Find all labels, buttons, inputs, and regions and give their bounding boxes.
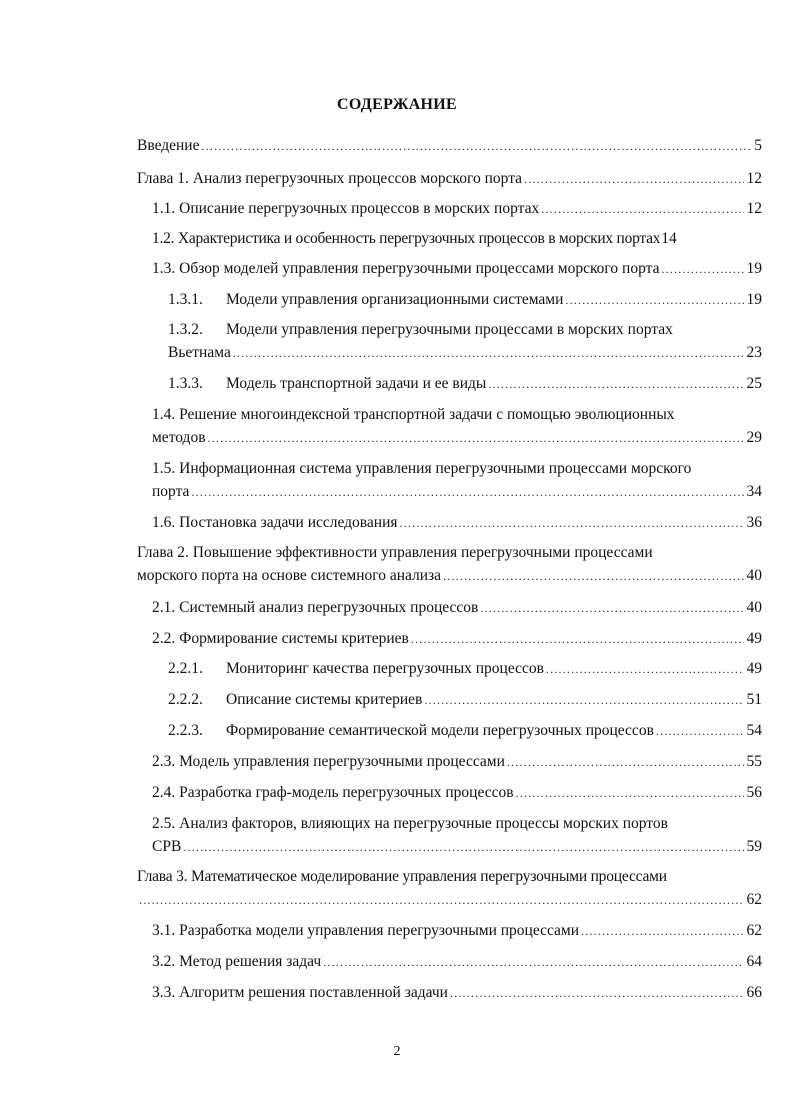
toc-entry-number: 2.2.2. bbox=[168, 691, 203, 708]
toc-entry-text: Модели управления организационными системами bbox=[226, 291, 564, 308]
toc-entry-text: 2.5. Анализ факторов, влияющих на перегрузочные процессы морских портов bbox=[152, 815, 668, 832]
toc-entry-page: 51 bbox=[746, 691, 762, 708]
toc-leader-dots bbox=[661, 260, 743, 278]
toc-entry-1-3-3[interactable] bbox=[168, 375, 762, 393]
toc-entry-text: Формирование семантической модели перегрузочных процессов bbox=[226, 722, 654, 739]
toc-entry-page: 19 bbox=[746, 260, 762, 277]
toc-entry-2-1[interactable] bbox=[152, 599, 762, 617]
toc-entry-page: 34 bbox=[746, 483, 762, 500]
toc-entry-text: 2.2. Формирование системы критериев bbox=[152, 630, 409, 647]
toc-entry-3-2[interactable] bbox=[152, 953, 762, 971]
toc-entry-text: Модели управления перегрузочными процессами в морских портах bbox=[226, 321, 673, 338]
toc-leader-dots bbox=[191, 483, 743, 501]
toc-entry-page: 40 bbox=[746, 599, 762, 616]
toc-entry-number: 1.3.2. bbox=[168, 321, 203, 338]
toc-leader-dots bbox=[541, 200, 743, 218]
toc-entry-1-4-line1[interactable] bbox=[152, 406, 675, 424]
toc-leader-dots bbox=[411, 630, 744, 648]
toc-leader-dots bbox=[424, 691, 743, 709]
toc-entry-text: 2.3. Модель управления перегрузочными процессами bbox=[152, 753, 505, 770]
toc-entry-2-2-2[interactable] bbox=[168, 691, 762, 709]
toc-entry-text: 3.1. Разработка модели управления перегрузочными процессами bbox=[152, 922, 580, 939]
toc-entry-page: 55 bbox=[746, 753, 762, 770]
toc-leader-dots bbox=[480, 599, 743, 617]
toc-entry-1-6[interactable] bbox=[152, 514, 762, 532]
toc-entry-page: 25 bbox=[746, 375, 762, 392]
toc-entry-page: 64 bbox=[746, 953, 762, 970]
toc-leader-dots bbox=[400, 514, 744, 532]
toc-leader-dots bbox=[443, 567, 743, 585]
toc-entry-page: 12 bbox=[746, 200, 762, 217]
toc-entry-text: Мониторинг качества перегрузочных процессов bbox=[226, 660, 544, 677]
toc-entry-number: 1.3.3. bbox=[168, 375, 203, 392]
toc-entry-text: Глава 2. Повышение эффективности управления перегрузочными процессами bbox=[137, 544, 653, 561]
toc-entry-1-3-2-line1[interactable] bbox=[168, 321, 673, 339]
toc-entry-introduction[interactable] bbox=[137, 137, 762, 155]
toc-entry-text: Глава 3. Математическое моделирование управления перегрузочными процессами bbox=[137, 868, 667, 885]
toc-leader-dots bbox=[656, 722, 744, 740]
toc-entry-chapter-3-line1[interactable] bbox=[137, 868, 667, 886]
toc-entry-chapter-2-line2[interactable] bbox=[137, 567, 762, 585]
toc-entry-page: 23 bbox=[746, 344, 762, 361]
toc-leader-dots bbox=[507, 753, 744, 771]
toc-leader-dots bbox=[139, 891, 744, 909]
toc-leader-dots bbox=[565, 291, 743, 309]
toc-entry-page: 40 bbox=[746, 567, 762, 584]
toc-entry-page: 19 bbox=[746, 291, 762, 308]
toc-leader-dots bbox=[233, 344, 744, 362]
toc-entry-chapter-1[interactable] bbox=[137, 170, 762, 188]
toc-entry-text: 1.5. Информационная система управления перегрузочными процессами морского bbox=[152, 460, 692, 477]
toc-entry-3-3[interactable] bbox=[152, 984, 762, 1002]
toc-entry-text: 2.4. Разработка граф-модель перегрузочных процессов bbox=[152, 784, 514, 801]
toc-leader-dots bbox=[524, 170, 743, 188]
toc-entry-number: 2.2.3. bbox=[168, 722, 203, 739]
toc-entry-text: 3.3. Алгоритм решения поставленной задачи bbox=[152, 984, 448, 1001]
toc-entry-text: Введение bbox=[137, 137, 200, 154]
toc-leader-dots bbox=[450, 984, 744, 1002]
toc-entry-2-4[interactable] bbox=[152, 784, 762, 802]
toc-leader-dots bbox=[488, 375, 743, 393]
toc-entry-page: 12 bbox=[746, 170, 762, 187]
toc-entry-2-2-1[interactable] bbox=[168, 660, 762, 678]
page-number: 2 bbox=[393, 1044, 401, 1059]
toc-entry-number: 2.2.1. bbox=[168, 660, 203, 677]
toc-entry-1-3-1[interactable] bbox=[168, 291, 762, 309]
toc-entry-page: 5 bbox=[754, 137, 762, 154]
toc-entry-page: 49 bbox=[746, 660, 762, 677]
toc-leader-dots bbox=[183, 838, 743, 856]
toc-entry-page: 59 bbox=[746, 838, 762, 855]
toc-entry-text: Глава 1. Анализ перегрузочных процессов морского порта bbox=[137, 170, 523, 187]
toc-entry-chapter-3-line2[interactable] bbox=[137, 891, 762, 909]
toc-leader-dots bbox=[208, 429, 744, 447]
toc-entry-page: 49 bbox=[746, 630, 762, 647]
toc-leader-dots bbox=[201, 137, 751, 155]
toc-entry-text: 1.2. Характеристика и особенность перегрузочных процессов в морских портах bbox=[152, 230, 661, 247]
toc-entry-chapter-2-line1[interactable] bbox=[137, 544, 653, 562]
toc-entry-2-5-line2[interactable] bbox=[152, 838, 762, 856]
toc-leader-dots bbox=[546, 660, 744, 678]
toc-entry-1-4-line2[interactable] bbox=[152, 429, 762, 447]
toc-entry-1-3-2-line2[interactable] bbox=[168, 344, 762, 362]
toc-entry-3-1[interactable] bbox=[152, 922, 762, 940]
toc-entry-text: 3.2. Метод решения задач bbox=[152, 953, 322, 970]
toc-entry-text: 1.3. Обзор моделей управления перегрузочными процессами морского порта bbox=[152, 260, 660, 277]
toc-entry-text: 2.1. Системный анализ перегрузочных процессов bbox=[152, 599, 479, 616]
toc-entry-2-2[interactable] bbox=[152, 630, 762, 648]
toc-entry-2-5-line1[interactable] bbox=[152, 815, 668, 833]
toc-title: СОДЕРЖАНИЕ bbox=[336, 96, 458, 113]
toc-entry-page: 62 bbox=[746, 922, 762, 939]
toc-entry-text-continued: морского порта на основе системного анализа bbox=[137, 567, 442, 584]
toc-entry-2-2-3[interactable] bbox=[168, 722, 762, 740]
toc-entry-text-continued: СРВ bbox=[152, 838, 182, 855]
toc-entry-text-continued: Вьетнама bbox=[168, 344, 231, 361]
toc-entry-1-1[interactable] bbox=[152, 200, 762, 218]
toc-entry-page: 62 bbox=[746, 891, 762, 908]
toc-entry-text: 1.4. Решение многоиндексной транспортной задачи с помощью эволюционных bbox=[152, 406, 675, 423]
toc-entry-page: 66 bbox=[746, 984, 762, 1001]
toc-entry-text: Модель транспортной задачи и ее виды bbox=[226, 375, 487, 392]
toc-entry-1-2[interactable] bbox=[152, 230, 764, 248]
toc-entry-number: 1.3.1. bbox=[168, 291, 203, 308]
toc-leader-dots bbox=[581, 922, 743, 940]
toc-entry-text-continued: порта bbox=[152, 483, 190, 500]
toc-entry-1-5-line2[interactable] bbox=[152, 483, 762, 501]
toc-entry-text: Описание системы критериев bbox=[226, 691, 423, 708]
toc-entry-text: 1.6. Постановка задачи исследования bbox=[152, 514, 398, 531]
toc-leader-dots bbox=[516, 784, 744, 802]
toc-entry-page: 36 bbox=[746, 514, 762, 531]
toc-entry-page: 54 bbox=[746, 722, 762, 739]
toc-entry-1-5-line1[interactable] bbox=[152, 460, 691, 478]
toc-entry-2-3[interactable] bbox=[152, 753, 762, 771]
toc-entry-page: 29 bbox=[746, 429, 762, 446]
toc-entry-text: 1.1. Описание перегрузочных процессов в морских портах bbox=[152, 200, 540, 217]
toc-entry-page: 14 bbox=[661, 230, 677, 247]
toc-entry-page: 56 bbox=[746, 784, 762, 801]
toc-entry-1-3[interactable] bbox=[152, 260, 762, 278]
toc-leader-dots bbox=[323, 953, 743, 971]
toc-entry-text-continued: методов bbox=[152, 429, 206, 446]
